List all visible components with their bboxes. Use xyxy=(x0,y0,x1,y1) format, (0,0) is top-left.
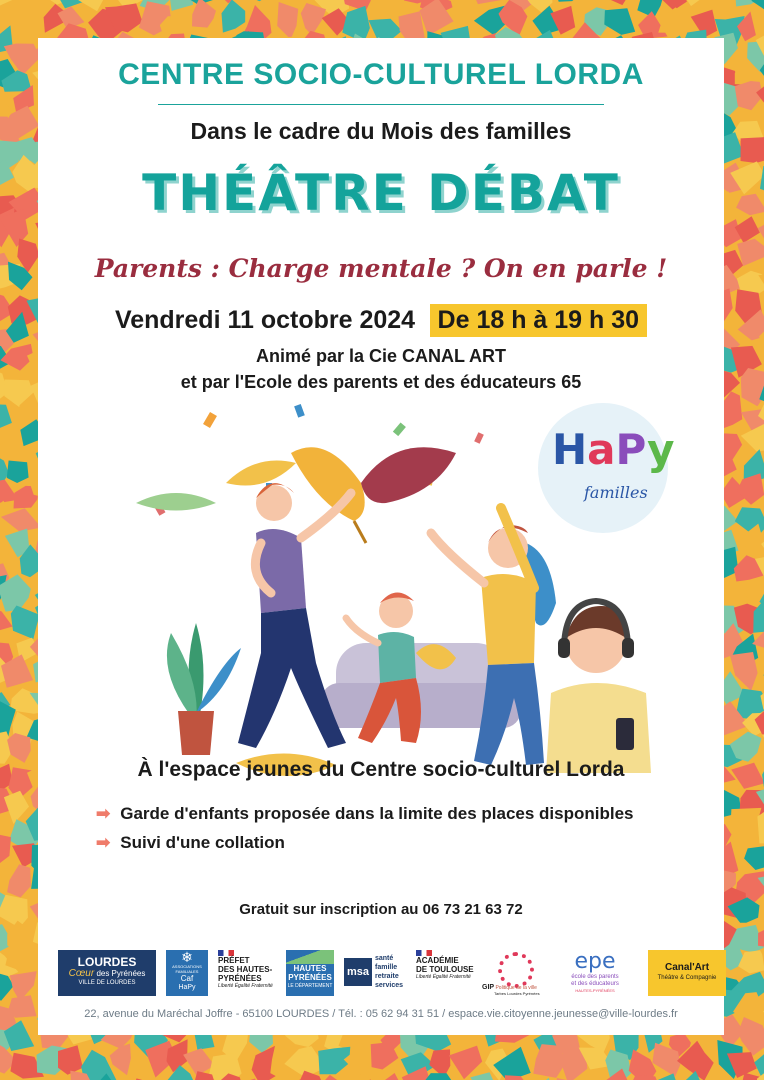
logo-prefet: PRÉFET DES HAUTES- PYRÉNÉES Liberté Égalité Fraternité xyxy=(218,950,276,996)
logo-hautes-pyrenees: HAUTES PYRÉNÉES LE DÉPARTEMENT xyxy=(286,950,334,996)
logo-letter-a: a xyxy=(587,425,616,474)
event-context: Dans le cadre du Mois des familles xyxy=(190,118,572,144)
mosaic-tile xyxy=(209,1053,242,1080)
snowflake-icon: ❄ xyxy=(181,950,193,965)
logo-gip: GIP Politique de la ville Tarbes Lourdes Pyrénées xyxy=(482,950,550,996)
list-item: ➡ Suivi d'une collation xyxy=(96,833,285,852)
footer-contact: 22, avenue du Maréchal Joffre - 65100 LOURDES / Tél. : 05 62 94 31 51 / espace.vie.citoyenne.jeunesse@ville-lourdes.fr xyxy=(84,1008,678,1020)
logo-subtitle: familles xyxy=(584,483,648,502)
logo-caf: ❄ ASSOCIATIONS FAMILIALES Caf HaPy xyxy=(166,950,208,996)
info-list xyxy=(96,804,634,862)
event-time-badge: De 18 h à 19 h 30 xyxy=(430,304,648,337)
hosts-line-2: et par l'Ecole des parents et des éducateurs 65 xyxy=(180,372,582,392)
event-title: THÉÂTRE DÉBAT xyxy=(142,164,620,222)
list-item: ➡ Garde d'enfants proposée dans la limite des places disponibles xyxy=(96,804,634,823)
event-date: Vendredi 11 octobre 2024 xyxy=(114,306,416,334)
people-circle-icon xyxy=(498,952,534,988)
happy-familles-logo xyxy=(538,403,675,533)
arrow-right-icon: ➡ xyxy=(96,804,111,823)
logo-academie: ACADÉMIE DE TOULOUSE Liberté Égalité Fraternité xyxy=(416,950,478,996)
date-row xyxy=(38,304,724,337)
logo-epe: epe école des parents et des éducateurs HAUTES-PYRÉNÉES xyxy=(571,950,619,993)
poster-panel xyxy=(38,38,724,1035)
title-divider xyxy=(158,104,604,105)
page-title: CENTRE SOCIO-CULTUREL LORDA xyxy=(118,58,644,91)
venue-text: À l'espace jeunes du Centre socio-culturel Lorda xyxy=(137,758,625,781)
logo-msa: msa santé famille retraite services xyxy=(344,950,410,996)
logo-letter-y: y xyxy=(647,425,675,474)
logo-letter-h: H xyxy=(552,425,588,474)
mosaic-tile xyxy=(741,137,764,163)
logo-canal-art: Canal'Art Théâtre & Compagnie xyxy=(648,950,726,996)
hosts-line-1: Animé par la Cie CANAL ART xyxy=(255,346,507,366)
registration-info: Gratuit sur inscription au 06 73 21 63 72 xyxy=(239,901,523,918)
mountain-icon xyxy=(286,950,334,964)
logo-letter-p: P xyxy=(615,425,648,474)
arrow-right-icon: ➡ xyxy=(96,833,111,852)
partner-logos xyxy=(58,950,717,1000)
logo-lourdes: LOURDES Cœur des Pyrénées VILLE DE LOURDES xyxy=(58,950,156,996)
event-tagline: Parents : Charge mentale ? On en parle ! xyxy=(94,254,668,283)
